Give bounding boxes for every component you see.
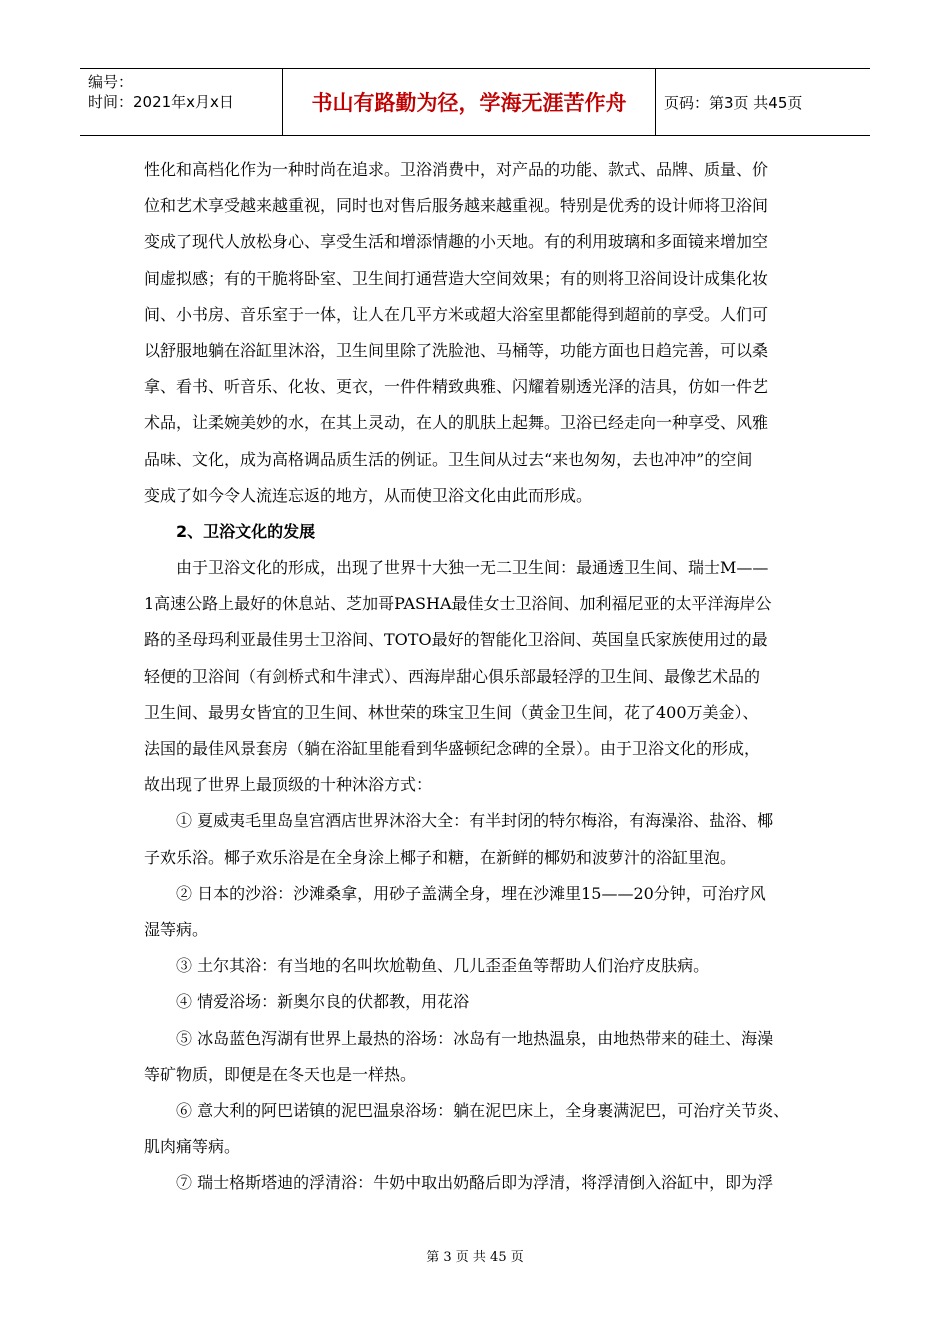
header-page-info: 页码：第3页 共45页	[664, 93, 803, 112]
header-meta	[80, 69, 283, 135]
list-item: ⑥ 意大利的阿巴诺镇的泥巴温泉浴场：躺在泥巴床上，全身裹满泥巴，可治疗关节炎、	[176, 1100, 790, 1120]
body-line: 变成了现代人放松身心、享受生活和增添情趣的小天地。有的利用玻璃和多面镜来增加空	[144, 232, 769, 252]
body-line: 位和艺术享受越来越重视，同时也对售后服务越来越重视。特别是优秀的设计师将卫浴间	[144, 196, 769, 216]
body-line: 湿等病。	[144, 919, 209, 939]
body-line: 肌肉痛等病。	[144, 1137, 241, 1157]
list-item: ④ 情爱浴场：新奥尔良的伏都教，用花浴	[176, 992, 470, 1012]
document-number-label: 编号：	[88, 73, 134, 91]
document-date-label: 时间：2021年x月x日	[88, 93, 234, 111]
body-line: 以舒服地躺在浴缸里沐浴，卫生间里除了洗脸池、马桶等，功能方面也日趋完善，可以桑	[144, 340, 769, 360]
document-body	[144, 152, 808, 1201]
body-line: 轻便的卫浴间（有剑桥式和牛津式）、西海岸甜心俱乐部最轻浮的卫生间、最像艺术品的	[144, 666, 761, 686]
body-line: 等矿物质，即便是在冬天也是一样热。	[144, 1064, 417, 1084]
body-line: 1高速公路上最好的休息站、芝加哥PASHA最佳女士卫浴间、加利福尼亚的太平洋海岸公	[144, 594, 772, 614]
list-item: ⑤ 冰岛蓝色泻湖有世界上最热的浴场：冰岛有一地热温泉，由地热带来的硅土、海澡	[176, 1028, 774, 1048]
body-line: 路的圣母玛利亚最佳男士卫浴间、TOTO最好的智能化卫浴间、英国皇氏家族使用过的最	[144, 630, 768, 650]
body-line: 拿、看书、听音乐、化妆、更衣，一件件精致典雅、闪耀着剔透光泽的洁具，仿如一件艺	[144, 377, 769, 397]
body-line: 变成了如今令人流连忘返的地方，从而使卫浴文化由此而形成。	[144, 485, 593, 505]
list-item: ⑦ 瑞士格斯塔迪的浮清浴：牛奶中取出奶酪后即为浮清，将浮清倒入浴缸中，即为浮	[176, 1173, 774, 1193]
body-line: 间虚拟感；有的干脆将卧室、卫生间打通营造大空间效果；有的则将卫浴间设计成集化妆	[144, 268, 769, 288]
page-header	[80, 68, 870, 136]
body-line: 子欢乐浴。椰子欢乐浴是在全身涂上椰子和糖，在新鲜的椰奶和波萝汁的浴缸里泡。	[144, 847, 737, 867]
section-heading: 2、卫浴文化的发展	[176, 521, 316, 541]
body-line: 术品，让柔婉美妙的水，在其上灵动，在人的肌肤上起舞。卫浴已经走向一种享受、风雅	[144, 413, 769, 433]
body-line: 故出现了世界上最顶级的十种沐浴方式：	[144, 775, 433, 795]
body-line: 法国的最佳风景套房（躺在浴缸里能看到华盛顿纪念碑的全景）。由于卫浴文化的形成，	[144, 739, 761, 758]
body-line: 由于卫浴文化的形成，出现了世界十大独一无二卫生间：最通透卫生间、瑞士M——	[176, 558, 769, 578]
list-item: ② 日本的沙浴：沙滩桑拿，用砂子盖满全身，埋在沙滩里15——20分钟，可治疗风	[176, 883, 766, 903]
body-line: 间、小书房、音乐室于一体，让人在几平方米或超大浴室里都能得到超前的享受。人们可	[144, 304, 769, 324]
body-line: 性化和高档化作为一种时尚在追求。卫浴消费中，对产品的功能、款式、品牌、质量、价	[144, 160, 769, 179]
page-footer: 第 3 页 共 45 页	[426, 1250, 524, 1265]
list-item: ① 夏威夷毛里岛皇宫酒店世界沐浴大全：有半封闭的特尔梅浴，有海澡浴、盐浴、椰	[176, 811, 774, 831]
list-item: ③ 土尔其浴：有当地的名叫坎尬勒鱼、几儿歪歪鱼等帮助人们治疗皮肤病。	[176, 956, 710, 976]
body-line: 品味、文化，成为高格调品质生活的例证。卫生间从过去“来也匆匆，去也冲冲”的空间	[144, 449, 753, 469]
header-motto: 书山有路勤为径，学海无涯苦作舟	[283, 69, 656, 135]
body-line: 卫生间、最男女皆宜的卫生间、林世荣的珠宝卫生间（黄金卫生间，花了400万美金）、	[144, 702, 759, 722]
